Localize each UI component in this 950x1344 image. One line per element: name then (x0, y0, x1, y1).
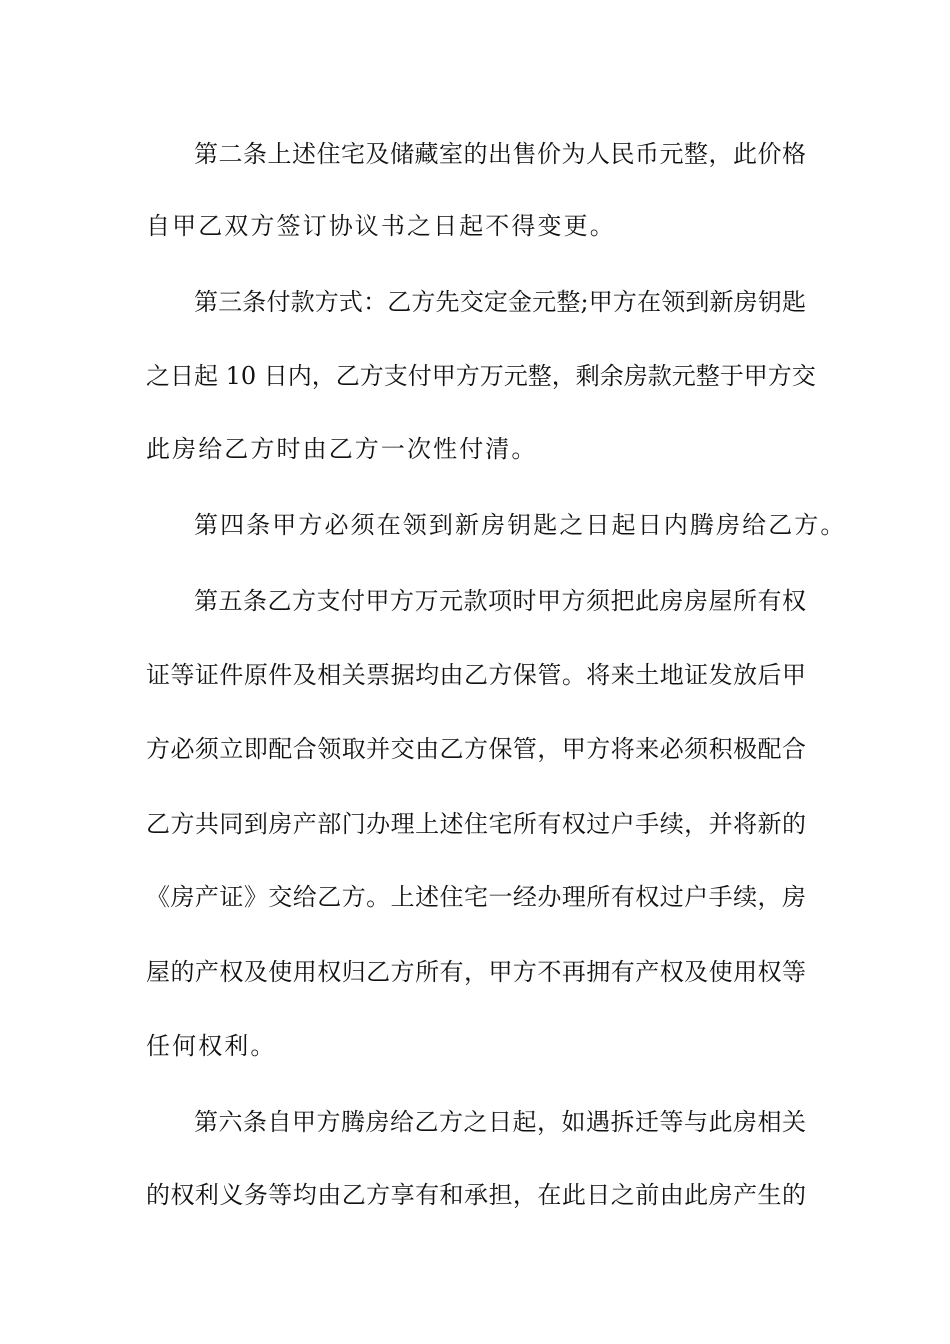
article-6-line-1: 第六条自甲方腾房给乙方之日起，如遇拆迁等与此房相关 (194, 1108, 806, 1136)
article-4-line-1: 第四条甲方必须在领到新房钥匙之日起日内腾房给乙方。 (194, 511, 847, 539)
article-5-line-7: 任何权利。 (146, 1032, 277, 1060)
article-2-line-1: 第二条上述住宅及储藏室的出售价为人民币元整，此价格 (194, 140, 806, 168)
article-5-line-3: 方必须立即配合领取并交由乙方保管，甲方将来必须积极配合 (146, 735, 806, 763)
article-5-line-5: 《房产证》交给乙方。上述住宅一经办理所有权过户手续，房 (146, 883, 806, 911)
article-5-line-6: 屋的产权及使用权归乙方所有，甲方不再拥有产权及使用权等 (146, 958, 806, 986)
article-5-line-2: 证等证件原件及相关票据均由乙方保管。将来土地证发放后甲 (146, 661, 806, 689)
article-2-line-2: 自甲乙双方签订协议书之日起不得变更。 (146, 212, 616, 240)
article-3-line-1: 第三条付款方式：乙方先交定金元整;甲方在领到新房钥匙 (194, 288, 806, 316)
article-3-line-3: 此房给乙方时由乙方一次性付清。 (146, 435, 538, 463)
article-6-line-2: 的权利义务等均由乙方享有和承担，在此日之前由此房产生的 (146, 1181, 806, 1209)
article-5-line-1: 第五条乙方支付甲方万元款项时甲方须把此房房屋所有权 (194, 587, 806, 615)
article-5-line-4: 乙方共同到房产部门办理上述住宅所有权过户手续，并将新的 (146, 810, 806, 838)
article-3-line-2: 之日起 10 日内，乙方支付甲方万元整，剩余房款元整于甲方交 (146, 362, 816, 390)
